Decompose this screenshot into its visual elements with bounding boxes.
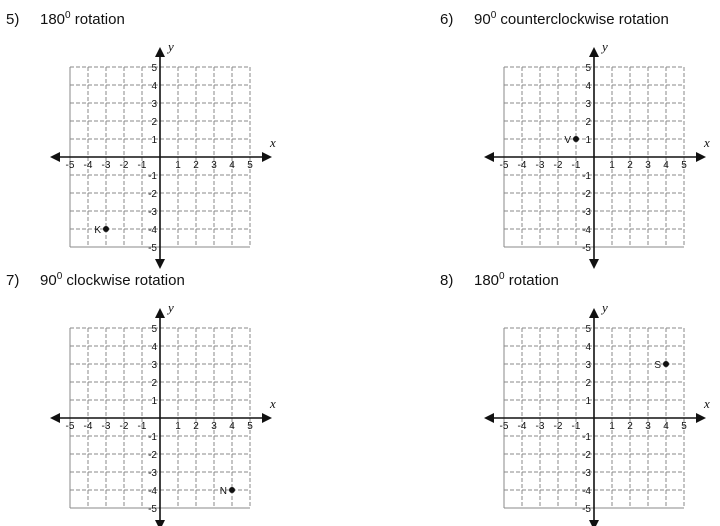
y-tick-label: 5	[585, 63, 591, 74]
x-tick-label: -4	[83, 421, 93, 432]
y-tick-label: -2	[582, 450, 591, 461]
x-tick-label: -4	[517, 160, 527, 171]
y-tick-label: -1	[148, 171, 157, 182]
x-tick-label: 3	[645, 421, 651, 432]
y-tick-label: -3	[148, 468, 157, 479]
x-tick-label: 2	[627, 160, 633, 171]
x-tick-label: -3	[101, 160, 111, 171]
y-tick-label: 4	[585, 342, 591, 353]
coordinate-plane	[440, 296, 710, 526]
problem-number: 7)	[6, 272, 20, 289]
y-tick-label: -1	[148, 432, 157, 443]
x-tick-label: 2	[627, 421, 633, 432]
degree-mark: 0	[65, 10, 71, 21]
rotation-angle: 180	[40, 11, 66, 28]
x-tick-label: -2	[553, 160, 563, 171]
y-tick-label: 5	[151, 63, 157, 74]
y-tick-label: -4	[582, 225, 591, 236]
y-tick-label: 3	[151, 99, 157, 110]
x-axis-name: x	[704, 396, 710, 411]
x-tick-label: 1	[609, 421, 615, 432]
problem-header	[6, 271, 185, 289]
y-tick-label: -4	[148, 225, 157, 236]
y-tick-label: 5	[585, 324, 591, 335]
plotted-point	[103, 226, 109, 232]
y-tick-label: -1	[582, 432, 591, 443]
problem-header	[6, 10, 125, 28]
rotation-angle: 180	[474, 272, 500, 289]
problem-number: 8)	[440, 272, 454, 289]
problem-header	[440, 271, 559, 289]
x-tick-label: 3	[211, 421, 217, 432]
x-axis-arrow-left	[484, 152, 494, 162]
x-tick-label: 2	[193, 160, 199, 171]
y-axis-arrow-up	[589, 308, 599, 318]
y-axis-arrow-down	[589, 520, 599, 526]
y-tick-label: -2	[148, 450, 157, 461]
x-axis-arrow-left	[484, 413, 494, 423]
x-tick-label: -2	[119, 421, 129, 432]
rotation-description: rotation	[504, 272, 559, 289]
plotted-point	[663, 361, 669, 367]
x-tick-label: 5	[247, 160, 253, 171]
coordinate-plane	[440, 35, 710, 265]
x-tick-label: -1	[137, 160, 147, 171]
y-tick-label: 5	[151, 324, 157, 335]
x-tick-label: 5	[247, 421, 253, 432]
rotation-description: clockwise rotation	[62, 272, 185, 289]
y-tick-label: 2	[151, 378, 157, 389]
coordinate-plane	[6, 296, 276, 526]
x-tick-label: 2	[193, 421, 199, 432]
y-tick-label: 2	[585, 378, 591, 389]
degree-mark: 0	[490, 10, 497, 21]
x-tick-label: 3	[645, 160, 651, 171]
problem-number: 6)	[440, 11, 454, 28]
y-tick-label: 1	[151, 135, 157, 146]
y-tick-label: -4	[582, 486, 591, 497]
x-tick-label: -4	[83, 160, 93, 171]
x-axis-arrow-right	[262, 152, 272, 162]
rotation-description: rotation	[70, 11, 125, 28]
point-label: V	[564, 135, 571, 146]
point-label: N	[219, 486, 227, 497]
y-tick-label: 1	[151, 396, 157, 407]
y-tick-label: 3	[151, 360, 157, 371]
y-axis-arrow-up	[155, 308, 165, 318]
x-tick-label: -2	[553, 421, 563, 432]
x-axis-name: x	[270, 396, 276, 411]
x-axis-arrow-right	[262, 413, 272, 423]
y-axis-arrow-down	[155, 259, 165, 269]
y-tick-label: -3	[582, 468, 591, 479]
y-tick-label: 1	[585, 396, 591, 407]
x-axis-name: x	[704, 135, 710, 150]
x-tick-label: 1	[609, 160, 615, 171]
y-tick-label: -4	[148, 486, 157, 497]
y-axis-arrow-down	[589, 259, 599, 269]
y-tick-label: 4	[151, 342, 157, 353]
y-tick-label: -5	[148, 504, 157, 515]
coordinate-plane	[6, 35, 276, 265]
x-tick-label: -3	[535, 421, 545, 432]
y-tick-label: -3	[148, 207, 157, 218]
y-axis-arrow-up	[155, 47, 165, 57]
x-tick-label: -4	[517, 421, 527, 432]
y-tick-label: -3	[582, 207, 591, 218]
x-tick-label: 4	[229, 160, 235, 171]
y-axis-arrow-up	[589, 47, 599, 57]
y-axis-name: y	[602, 39, 608, 54]
y-axis-arrow-down	[155, 520, 165, 526]
x-tick-label: 4	[663, 421, 669, 432]
x-tick-label: -1	[571, 421, 581, 432]
x-axis-arrow-left	[50, 152, 60, 162]
x-tick-label: -3	[101, 421, 111, 432]
x-tick-label: -5	[499, 421, 509, 432]
x-tick-label: -5	[65, 160, 75, 171]
y-tick-label: 2	[151, 117, 157, 128]
plotted-point	[229, 487, 235, 493]
x-tick-label: -1	[571, 160, 581, 171]
x-axis-name: x	[270, 135, 276, 150]
x-tick-label: 5	[681, 160, 687, 171]
point-label: S	[654, 360, 661, 371]
point-label: K	[94, 225, 101, 236]
x-tick-label: -1	[137, 421, 147, 432]
plotted-point	[573, 136, 579, 142]
y-tick-label: 1	[585, 135, 591, 146]
degree-mark: 0	[499, 271, 505, 282]
y-axis-name: y	[168, 300, 174, 315]
y-tick-label: -5	[148, 243, 157, 254]
x-tick-label: -5	[65, 421, 75, 432]
y-tick-label: -1	[582, 171, 591, 182]
x-tick-label: 3	[211, 160, 217, 171]
x-tick-label: 5	[681, 421, 687, 432]
problem-number: 5)	[6, 11, 20, 28]
y-tick-label: 4	[585, 81, 591, 92]
x-axis-arrow-right	[696, 152, 706, 162]
x-tick-label: 1	[175, 160, 181, 171]
y-tick-label: 4	[151, 81, 157, 92]
y-tick-label: -2	[148, 189, 157, 200]
x-tick-label: -3	[535, 160, 545, 171]
rotation-description: counterclockwise rotation	[496, 11, 669, 28]
x-tick-label: -2	[119, 160, 129, 171]
x-tick-label: 4	[663, 160, 669, 171]
y-tick-label: 3	[585, 360, 591, 371]
rotation-angle: 90	[474, 11, 491, 28]
y-tick-label: 3	[585, 99, 591, 110]
y-tick-label: -5	[582, 504, 591, 515]
y-axis-name: y	[168, 39, 174, 54]
x-axis-arrow-left	[50, 413, 60, 423]
problem-header	[440, 10, 669, 28]
x-tick-label: 1	[175, 421, 181, 432]
y-tick-label: 2	[585, 117, 591, 128]
y-axis-name: y	[602, 300, 608, 315]
degree-mark: 0	[56, 271, 63, 282]
x-tick-label: -5	[499, 160, 509, 171]
rotation-angle: 90	[40, 272, 57, 289]
x-tick-label: 4	[229, 421, 235, 432]
y-tick-label: -2	[582, 189, 591, 200]
x-axis-arrow-right	[696, 413, 706, 423]
y-tick-label: -5	[582, 243, 591, 254]
